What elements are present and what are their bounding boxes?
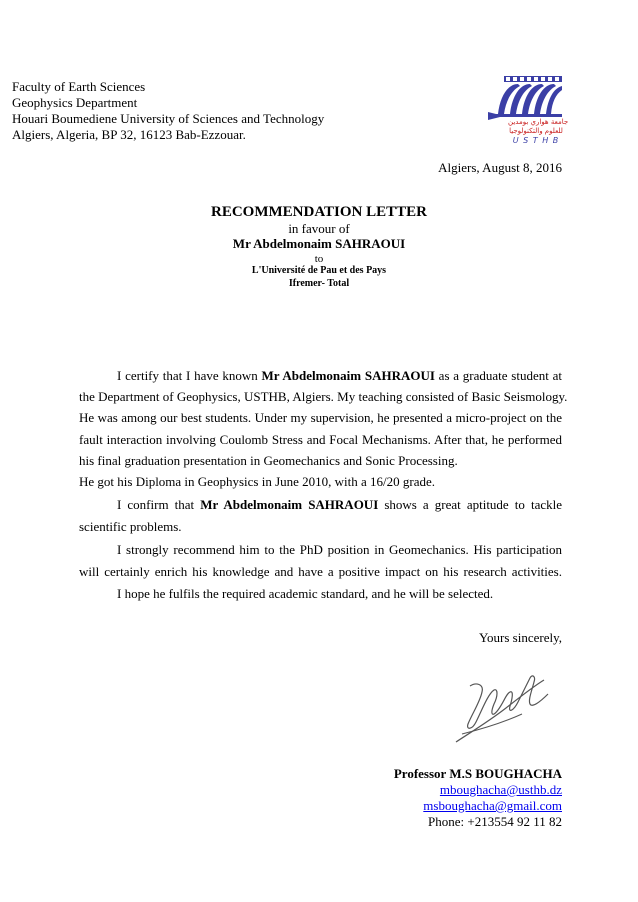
title-candidate-name: Mr Abdelmonaim SAHRAOUI bbox=[232, 236, 406, 251]
body-p3-line1: I strongly recommend him to the PhD position in Geomechanics. His participation bbox=[117, 542, 562, 557]
body-p1-line2: the Department of Geophysics, USTHB, Algiers. My teaching consisted of Basic Seismology. bbox=[79, 389, 568, 404]
title-to: to bbox=[314, 253, 324, 265]
body-p1-candidate-name: Mr Abdelmonaim SAHRAOUI bbox=[261, 368, 435, 383]
title-institution-2: Ifremer- Total bbox=[288, 278, 350, 289]
body-p1-line1 bbox=[117, 368, 562, 384]
signatory-phone: Phone: +213554 92 11 82 bbox=[428, 814, 562, 829]
signature-icon bbox=[448, 664, 560, 746]
sender-postal-address: Algiers, Algeria, BP 32, 16123 Bab-Ezzouar. bbox=[12, 127, 246, 142]
body-p1-text-b: as a graduate student at bbox=[434, 368, 562, 383]
body-p1-line6: He got his Diploma in Geophysics in June 2010, with a 16/20 grade. bbox=[79, 474, 436, 489]
body-p1-line3: He was among our best students. Under my supervision, he presented a micro-project on the bbox=[79, 410, 562, 425]
sender-faculty: Faculty of Earth Sciences bbox=[12, 79, 146, 94]
letter-title: RECOMMENDATION LETTER bbox=[211, 204, 427, 220]
logo-arabic-line2: للعلوم والتكنولوجيا bbox=[509, 127, 563, 135]
body-p2-text-b: shows a great aptitude to tackle bbox=[378, 497, 563, 512]
signatory-email-usthb[interactable]: mboughacha@usthb.dz bbox=[439, 782, 562, 797]
body-p2-text-a: I confirm that bbox=[117, 497, 201, 512]
body-p1-line5: his final graduation presentation in Geomechanics and Sonic Processing. bbox=[79, 453, 458, 468]
usthb-logo bbox=[484, 72, 569, 152]
title-in-favour: in favour of bbox=[288, 221, 350, 236]
closing-salutation: Yours sincerely, bbox=[478, 630, 562, 645]
letter-date: Algiers, August 8, 2016 bbox=[438, 160, 562, 175]
signatory-name: Professor M.S BOUGHACHA bbox=[393, 766, 562, 781]
body-p1-line4: fault interaction involving Coulomb Stress and Focal Mechanisms. After that, he performed bbox=[79, 432, 562, 447]
sender-department: Geophysics Department bbox=[12, 95, 138, 110]
logo-usthb-text: U S T H B bbox=[512, 136, 560, 145]
body-p2-line1 bbox=[117, 497, 562, 513]
sender-university: Houari Boumediene University of Sciences and Technology bbox=[12, 111, 325, 126]
body-p3-line2: will certainly enrich his knowledge and have a positive impact on his research activities. bbox=[79, 564, 562, 579]
body-p2-line2: scientific problems. bbox=[79, 519, 182, 534]
signatory-email-gmail[interactable]: msboughacha@gmail.com bbox=[423, 798, 562, 813]
body-p2-candidate-name: Mr Abdelmonaim SAHRAOUI bbox=[200, 497, 379, 512]
logo-arabic-line1: جامعة هواري بومدين bbox=[508, 118, 569, 126]
body-p4-line1: I hope he fulfils the required academic standard, and he will be selected. bbox=[117, 586, 494, 601]
handwritten-signature bbox=[448, 664, 560, 746]
title-institution-1: L'Université de Pau et des Pays bbox=[251, 265, 387, 276]
body-p1-text-a: I certify that I have known bbox=[117, 368, 262, 383]
